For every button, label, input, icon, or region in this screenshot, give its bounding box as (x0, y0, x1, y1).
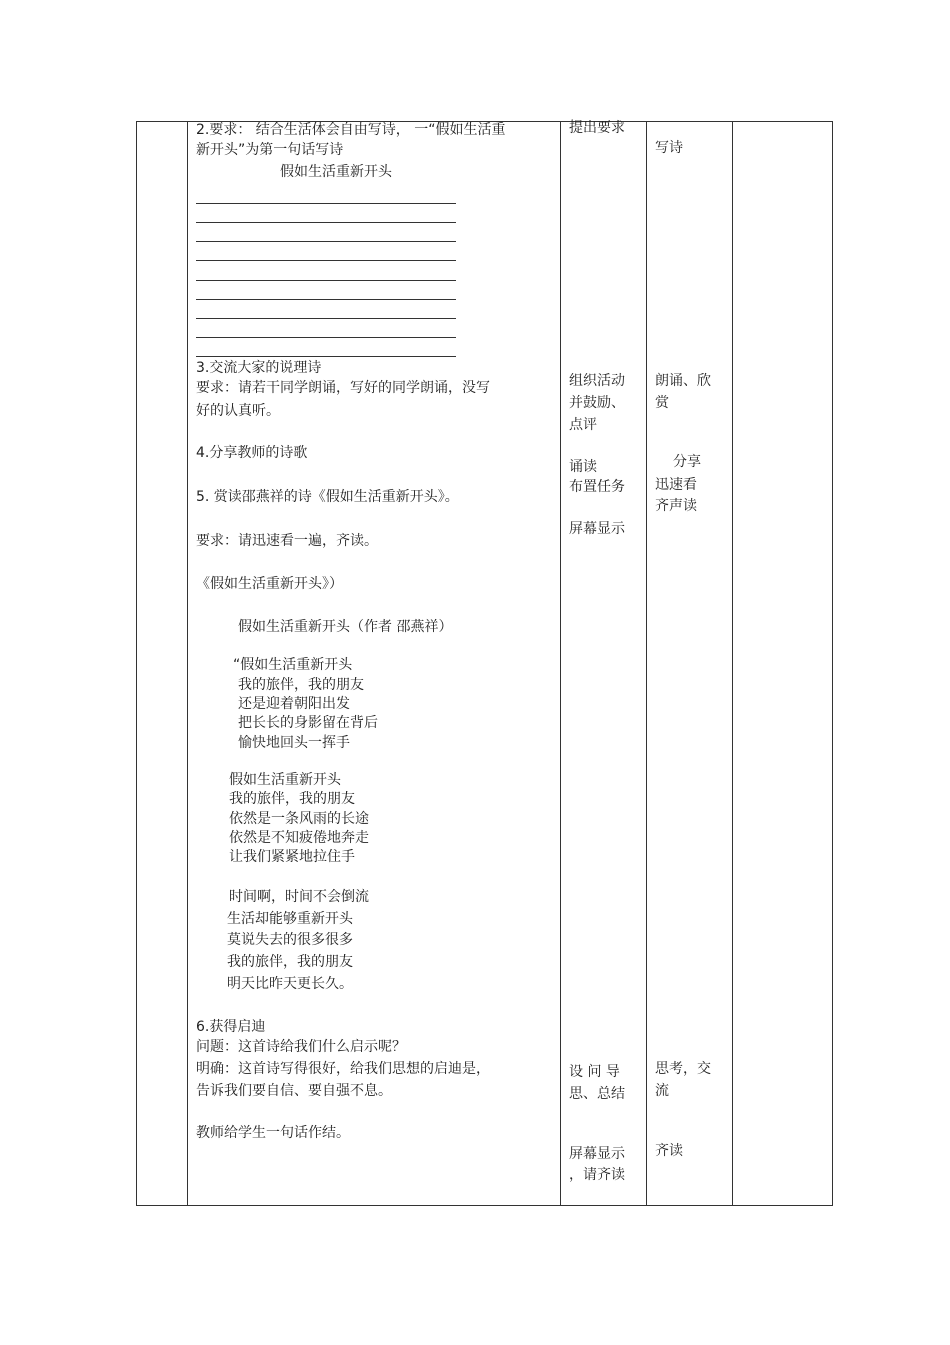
section-title: 3.交流大家的说理诗 (196, 360, 322, 376)
writing-line (196, 299, 456, 300)
poem-line: 依然是不知疲倦地奔走 (229, 830, 369, 846)
poem-line: 让我们紧紧地拉住手 (229, 849, 355, 865)
student-activity: 写诗 (655, 140, 683, 156)
column-divider (560, 121, 561, 1206)
poem-line: 我的旅伴，我的朋友 (229, 791, 355, 807)
student-activity: 流 (655, 1083, 669, 1099)
poem-line: 时间啊，时间不会倒流 (229, 889, 369, 905)
writing-line (196, 260, 456, 261)
poem-line: 还是迎着朝阳出发 (238, 696, 350, 712)
requirement-line: 新开头”为第一句话写诗 (196, 142, 344, 158)
section-text: 告诉我们要自信、要自强不息。 (196, 1083, 392, 1099)
poem-line: 把长长的身影留在背后 (238, 715, 378, 731)
poem-line: 明天比昨天更长久。 (227, 976, 353, 992)
teacher-activity: ，请齐读 (569, 1167, 625, 1183)
student-activity: 齐声读 (655, 498, 697, 514)
section-text: 要求：请若干同学朗诵，写好的同学朗诵，没写 (196, 380, 490, 396)
writing-line (196, 241, 456, 242)
student-activity: 齐读 (655, 1143, 683, 1159)
poem-line: 我的旅伴，我的朋友 (238, 677, 364, 693)
poem-line: 我的旅伴，我的朋友 (227, 954, 353, 970)
writing-line (196, 318, 456, 319)
teacher-activity: 组织活动 (569, 373, 625, 389)
requirement-line: 2.要求： 结合生活体会自由写诗， 一“假如生活重 (196, 122, 506, 138)
poem-line: 依然是一条风雨的长途 (229, 811, 369, 827)
poem-title-ref: 《假如生活重新开头》） (196, 576, 343, 592)
section-title: 6.获得启迪 (196, 1019, 266, 1035)
writing-line (196, 203, 456, 204)
student-activity: 思考，交 (655, 1061, 711, 1077)
section-text: 明确：这首诗写得很好，给我们思想的启迪是， (196, 1061, 490, 1077)
poem-line: 生活却能够重新开头 (227, 911, 353, 927)
poem-line: 假如生活重新开头 (229, 772, 341, 788)
column-divider (187, 121, 188, 1206)
section-text: 教师给学生一句话作结。 (196, 1125, 350, 1141)
teacher-activity: 点评 (569, 417, 597, 433)
column-divider (646, 121, 647, 1206)
section-title: 4.分享教师的诗歌 (196, 445, 308, 461)
writing-line (196, 337, 456, 338)
poem-line: “假如生活重新开头 (233, 657, 353, 673)
section-text: 问题：这首诗给我们什么启示呢？ (196, 1039, 406, 1055)
section-text: 好的认真听。 (196, 403, 280, 419)
teacher-activity: 设 问 导 (569, 1064, 620, 1080)
column-divider (732, 121, 733, 1206)
teacher-activity: 屏幕显示 (569, 1146, 625, 1162)
poem-byline: 假如生活重新开头（作者 邵燕祥） (238, 619, 453, 635)
student-activity: 分享 (673, 454, 701, 470)
writing-line (196, 280, 456, 281)
poem-line: 愉快地回头一挥手 (238, 735, 350, 751)
student-activity: 迅速看 (655, 477, 697, 493)
student-activity: 赏 (655, 395, 669, 411)
writing-line (196, 356, 456, 357)
section-title: 5. 赏读邵燕祥的诗《假如生活重新开头》。 (196, 489, 459, 505)
teacher-activity: 提出要求 (569, 120, 625, 136)
student-activity: 朗诵、欣 (655, 373, 711, 389)
teacher-activity: 屏幕显示 (569, 521, 625, 537)
teacher-activity: 思、总结 (569, 1086, 625, 1102)
teacher-activity: 布置任务 (569, 479, 625, 495)
writing-line (196, 222, 456, 223)
poem-heading: 假如生活重新开头 (280, 164, 392, 180)
section-text: 要求：请迅速看一遍，齐读。 (196, 533, 378, 549)
teacher-activity: 并鼓励、 (569, 395, 625, 411)
poem-line: 莫说失去的很多很多 (227, 932, 353, 948)
teacher-activity: 诵读 (569, 459, 597, 475)
